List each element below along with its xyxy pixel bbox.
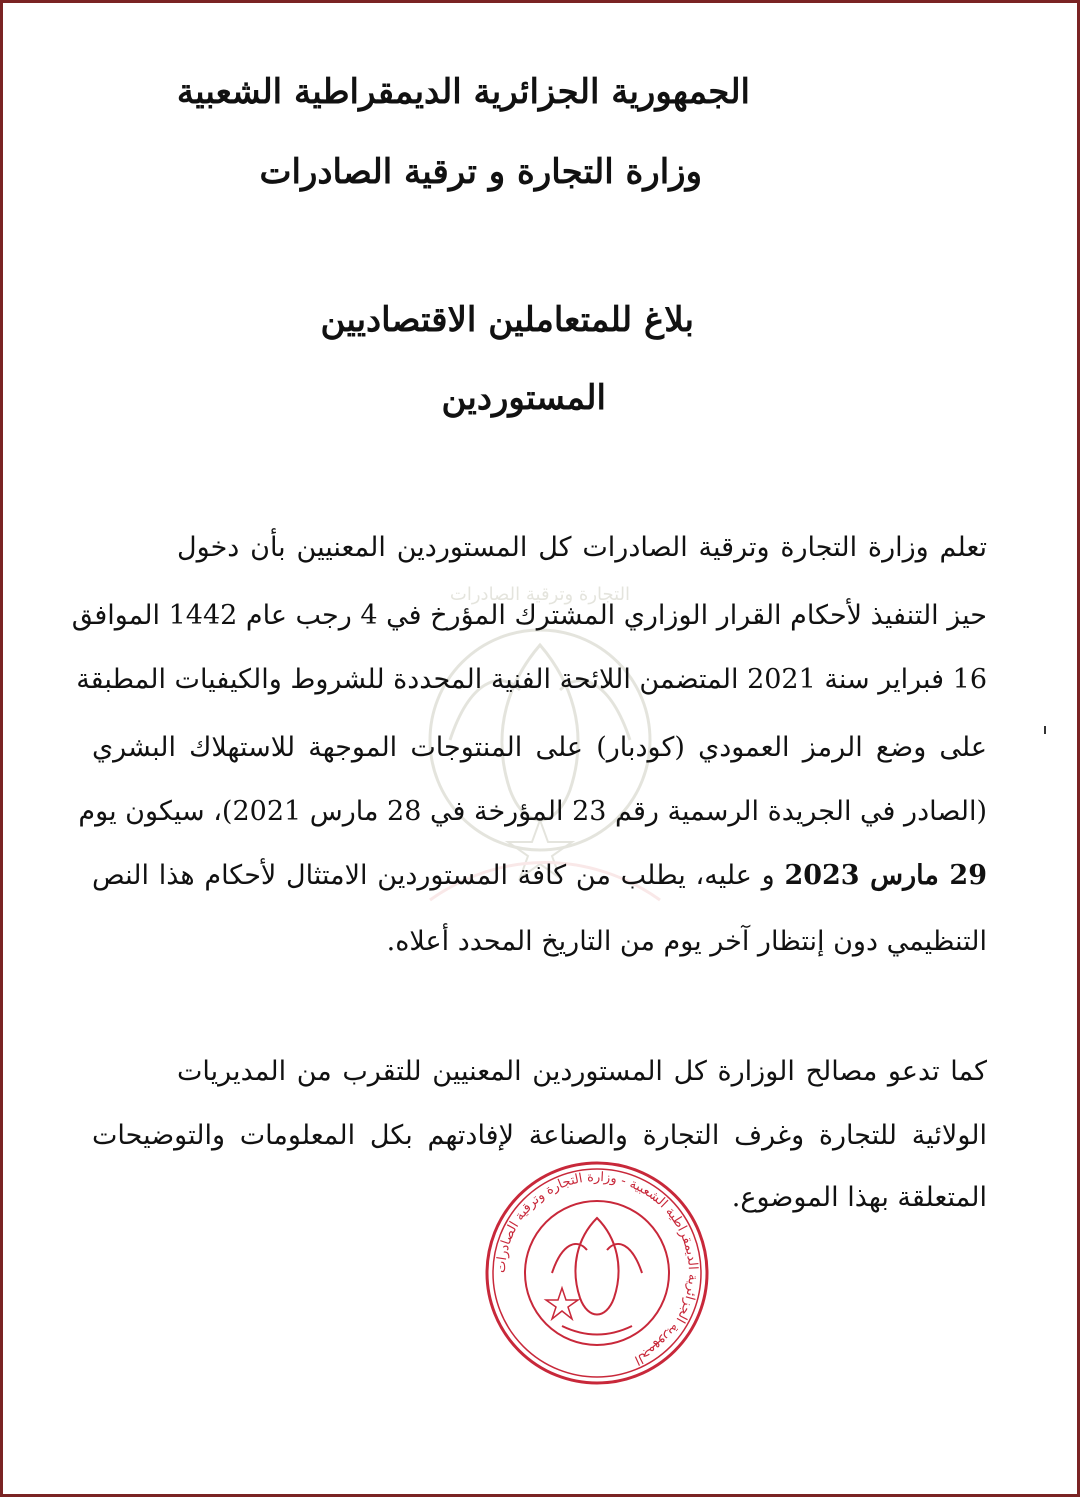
paragraph1-line1: تعلم وزارة التجارة وترقية الصادرات كل المستوردين المعنيين بأن دخول	[177, 532, 987, 563]
deadline-date: 29 مارس 2023	[784, 860, 987, 891]
paragraph1-line6-text: و عليه، يطلب من كافة المستوردين الامتثال لأحكام هذا النص	[92, 860, 785, 891]
ministry-heading: وزارة التجارة و ترقية الصادرات	[259, 152, 702, 192]
paragraph1-line4: على وضع الرمز العمودي (كودبار) على المنتوجات الموجهة للاستهلاك البشري	[92, 732, 987, 763]
stamp-label: الجمهورية الجزائرية الديمقراطية الشعبية - وزارة التجارة وترقية الصادرات	[493, 1169, 701, 1368]
margin-mark	[1044, 726, 1046, 734]
paragraph2-line3: المتعلقة بهذا الموضوع.	[731, 1182, 987, 1213]
paragraph1-line3: 16 فبراير سنة 2021 المتضمن اللائحة الفنية المحددة للشروط والكيفيات المطبقة	[76, 664, 987, 695]
notice-title: بلاغ للمتعاملين الاقتصاديين	[320, 300, 694, 340]
paragraph1-line6	[92, 860, 987, 891]
paragraph1-line5: (الصادر في الجريدة الرسمية رقم 23 المؤرخة في 28 مارس 2021)، سيكون يوم	[78, 796, 987, 827]
republic-heading: الجمهورية الجزائرية الديمقراطية الشعبية	[176, 72, 750, 112]
notice-subtitle: المستوردين	[441, 378, 606, 418]
paragraph1-line2: حيز التنفيذ لأحكام القرار الوزاري المشترك المؤرخ في 4 رجب عام 1442 الموافق	[71, 600, 987, 631]
watermark-label: التجارة وترقية الصادرات	[449, 584, 631, 605]
paragraph1-line7: التنظيمي دون إنتظار آخر يوم من التاريخ المحدد أعلاه.	[386, 926, 987, 957]
paragraph2-line2: الولائية للتجارة وغرف التجارة والصناعة لإفادتهم بكل المعلومات والتوضيحات	[92, 1120, 987, 1151]
paragraph2-line1: كما تدعو مصالح الوزارة كل المستوردين المعنيين للتقرب من المديريات	[177, 1056, 987, 1087]
official-stamp	[482, 1158, 712, 1388]
